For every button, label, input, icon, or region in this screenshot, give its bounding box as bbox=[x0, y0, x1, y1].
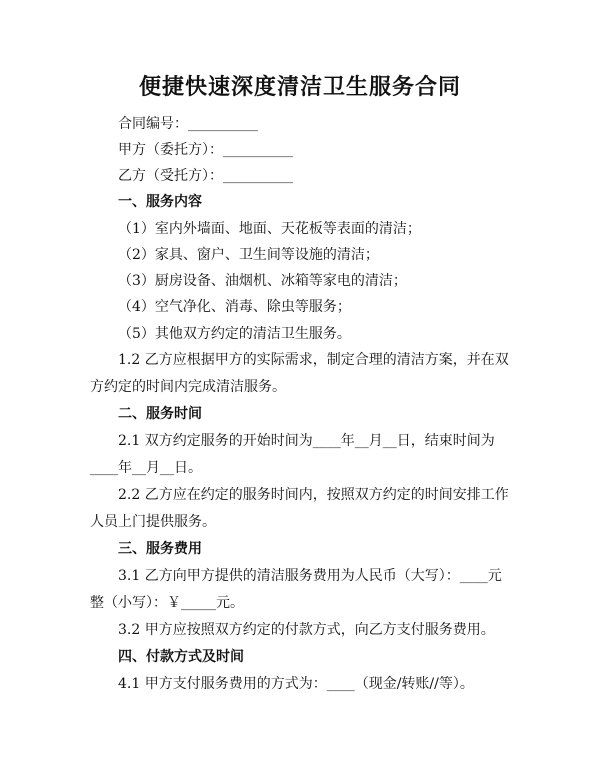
clause-1-2-line1: 1.2 乙方应根据甲方的实际需求，制定合理的清洁方案，并在双 bbox=[118, 352, 509, 368]
service-item: （2）家具、窗户、卫生间等设施的清洁； bbox=[118, 247, 379, 263]
clause-1-2-line2: 方约定的时间内完成清洁服务。 bbox=[90, 379, 286, 395]
service-item: （5）其他双方约定的清洁卫生服务。 bbox=[118, 326, 351, 342]
clause-2-2-line1: 2.2 乙方应在约定的服务时间内，按照双方约定的时间安排工作 bbox=[118, 487, 509, 503]
party-b: 乙方（受托方）：__________ bbox=[118, 168, 293, 184]
clause-2-1-line2: ____年__月__日。 bbox=[90, 460, 202, 476]
clause-2-2-line2: 人员上门提供服务。 bbox=[90, 514, 216, 530]
contract-number: 合同编号：__________ bbox=[118, 116, 258, 132]
clause-3-2: 3.2 甲方应按照双方约定的付款方式，向乙方支付服务费用。 bbox=[118, 622, 495, 638]
service-item: （4）空气净化、消毒、除虫等服务； bbox=[118, 299, 351, 315]
clause-3-1-line2: 整（小写）：￥_____元。 bbox=[90, 595, 244, 611]
section-heading-payment: 四、付款方式及时间 bbox=[118, 649, 244, 665]
section-heading-service-fee: 三、服务费用 bbox=[118, 541, 202, 557]
service-item: （1）室内外墙面、地面、天花板等表面的清洁； bbox=[118, 221, 421, 237]
contract-title: 便捷快速深度清洁卫生服务合同 bbox=[138, 74, 461, 100]
service-item: （3）厨房设备、油烟机、冰箱等家电的清洁； bbox=[118, 273, 407, 289]
section-heading-service-content: 一、服务内容 bbox=[118, 194, 202, 210]
clause-4-1: 4.1 甲方支付服务费用的方式为：____（现金/转账//等）。 bbox=[118, 676, 474, 692]
clause-2-1-line1: 2.1 双方约定服务的开始时间为____年__月__日，结束时间为 bbox=[118, 433, 495, 449]
party-a: 甲方（委托方）：__________ bbox=[118, 142, 293, 158]
section-heading-service-time: 二、服务时间 bbox=[118, 406, 202, 422]
clause-3-1-line1: 3.1 乙方向甲方提供的清洁服务费用为人民币（大写）：____元 bbox=[118, 568, 502, 584]
